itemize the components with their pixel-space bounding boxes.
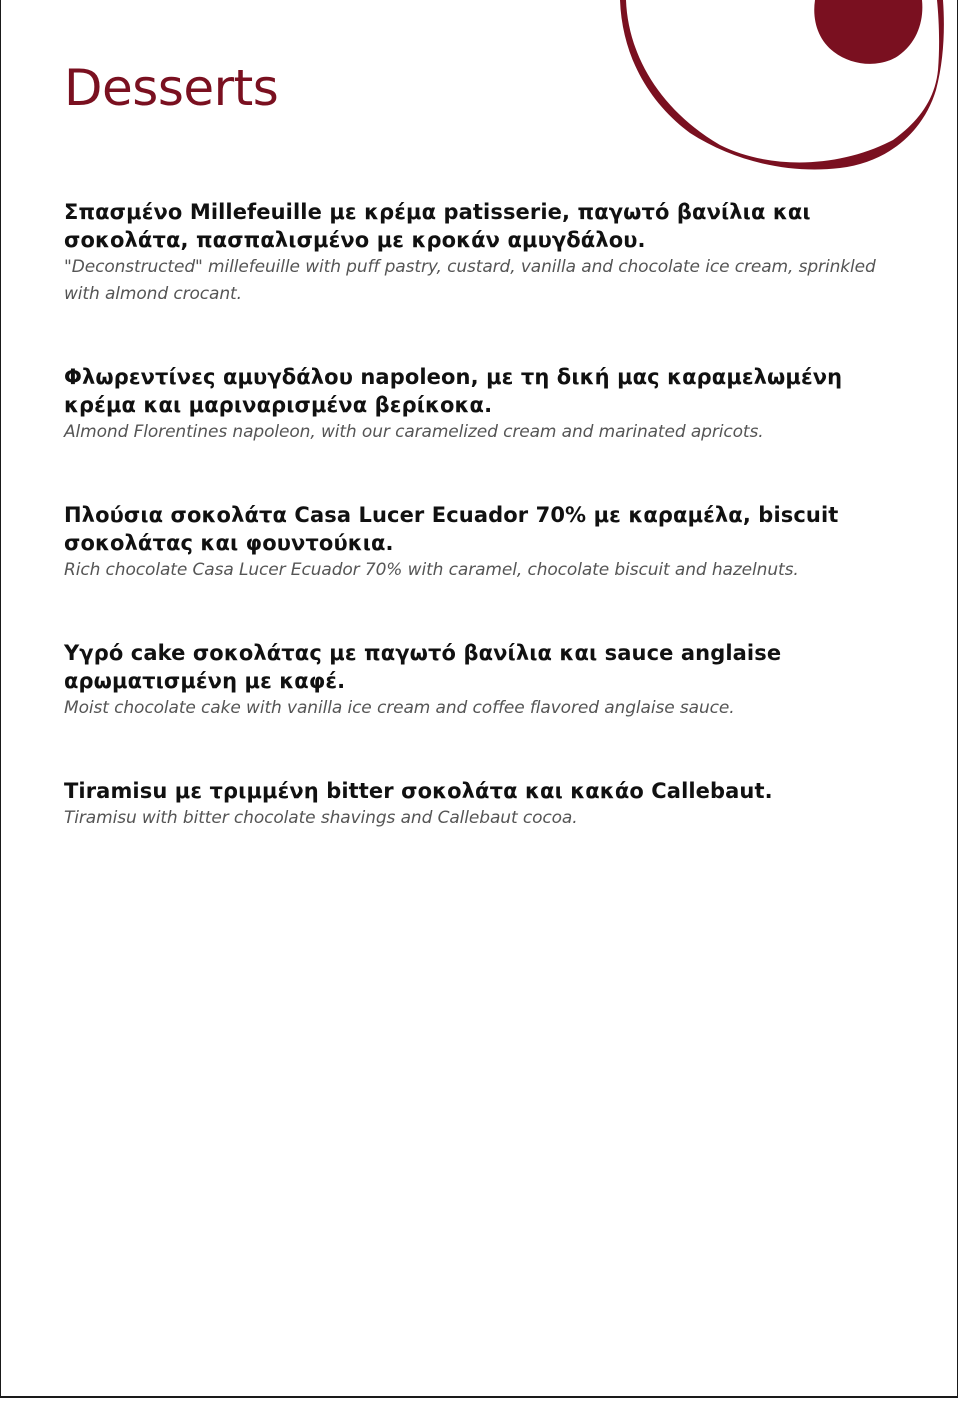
menu-item-millefeuille [64, 198, 904, 308]
menu-item-description-english: Almond Florentines napoleon, with our caramelized cream and marinated apricots. [64, 422, 764, 442]
menu-item-description-english: Tiramisu with bitter chocolate shavings and Callebaut cocoa. [64, 808, 578, 828]
menu-item-tiramisu [64, 777, 904, 832]
menu-item-rich-chocolate [64, 501, 904, 584]
wine-stain-ornament [600, 0, 960, 180]
page-title: Desserts [64, 59, 279, 117]
menu-item-description-english: Moist chocolate cake with vanilla ice cream and coffee flavored anglaise sauce. [64, 698, 735, 718]
menu-item-title-greek: Πλούσια σοκολάτα Casa Lucer Ecuador 70% με καραμέλα, biscuit σοκολάτας και φουντούκια. [64, 503, 839, 555]
menu-item-description-english: "Deconstructed" millefeuille with puff pastry, custard, vanilla and chocolate ice cream, sprinkled with almond crocant. [64, 257, 876, 304]
dessert-menu-list [64, 198, 904, 887]
menu-item-description-english: Rich chocolate Casa Lucer Ecuador 70% with caramel, chocolate biscuit and hazelnuts. [64, 560, 799, 580]
menu-item-title-greek: Φλωρεντίνες αμυγδάλου napoleon, με τη δική μας καραμελωμένη κρέμα και μαριναρισμένα βερίκοκα. [64, 365, 843, 417]
wine-drop [814, 0, 922, 64]
menu-item-title-greek: Tiramisu με τριμμένη bitter σοκολάτα και κακάο Callebaut. [64, 779, 773, 803]
menu-item-title-greek: Υγρό cake σοκολάτας με παγωτό βανίλια και sauce anglaise αρωματισμένη με καφέ. [64, 641, 782, 693]
menu-item-chocolate-cake [64, 639, 904, 722]
menu-item-title-greek: Σπασμένο Millefeuille με κρέμα patisserie, παγωτό βανίλια και σοκολάτα, πασπαλισμένο με κροκάν αμυγδάλου. [64, 200, 811, 252]
menu-item-florentines [64, 363, 904, 446]
